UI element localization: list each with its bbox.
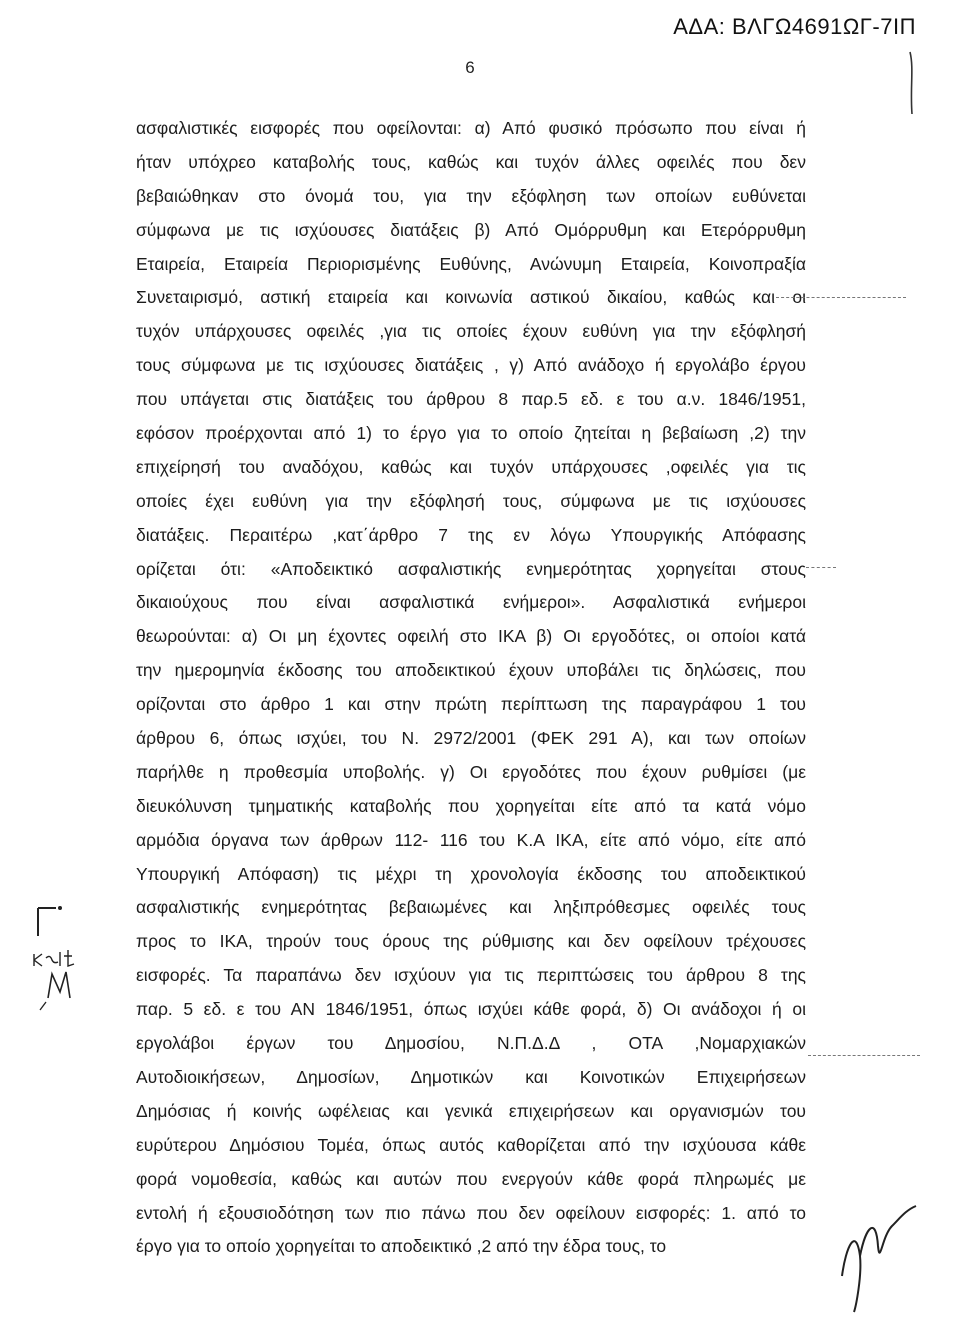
scan-dash-artifact	[806, 567, 836, 569]
text-line: σύμφωνα με τις ισχύουσες διατάξεις β) Από Ομόρρυθμη και Ετερόρρυθμη	[136, 219, 806, 240]
signature	[836, 1196, 926, 1316]
text-line: διατάξεις. Περαιτέρω ,κατ΄άρθρο 7 της εν λόγω Υπουργικής Απόφασης	[136, 524, 806, 545]
text-line: επιχείρησή του αναδόχου, καθώς και τυχόν υπάρχουσες ,οφειλές για τις	[136, 456, 806, 477]
document-body	[136, 112, 806, 1264]
text-line: βεβαιώθηκαν στο όνομά του, για την εξόφληση των οποίων ευθύνεται	[136, 185, 806, 206]
text-line: ήταν υπόχρεο καταβολής τους, καθώς και τυχόν άλλες οφειλές που δεν	[136, 151, 806, 172]
text-line: τους σύμφωνα με τις ισχύουσες διατάξεις , γ) Από ανάδοχο ή εργολάβο έργου	[136, 355, 806, 376]
text-line: ασφαλιστικές εισφορές που οφείλονται: α) Από φυσικό πρόσωπο που είναι ή	[136, 118, 806, 138]
text-line: ασφαλιστικής ενημερότητας βεβαιωμένες και ληξιπρόθεσμες οφειλές τους	[136, 897, 806, 918]
text-line: δικαιούχους που είναι ασφαλιστικά ενήμεροι». Ασφαλιστικά ενήμεροι	[136, 592, 806, 613]
text-line: έργο για το οποίο χορηγείται το αποδεικτικό ,2 από την έδρα τους, το	[136, 1236, 667, 1257]
text-line: την ημερομηνία έκδοσης του αποδεικτικού έχουν υποβάλει τις δηλώσεις, που	[136, 660, 806, 681]
text-line: Υπουργική Απόφαση) τις μέχρι τη χρονολογία έκδοσης του αποδεικτικού	[136, 863, 806, 884]
text-line: θεωρούνται: α) Οι μη έχοντες οφειλή στο ΙΚΑ β) Οι εργοδότες, οι οποίοι κατά	[136, 626, 806, 647]
scan-dash-artifact	[808, 1055, 920, 1057]
page-number: 6	[465, 58, 475, 77]
text-line: προς το ΙΚΑ, τηρούν τους όρους της ρύθμισης και δεν οφείλουν τρέχουσες	[136, 931, 806, 952]
text-line: Συνεταιρισμό, αστική εταιρεία και κοινωνία αστικού δικαίου, καθώς και οι	[136, 287, 806, 308]
scan-dash-artifact	[776, 297, 906, 299]
text-line: εισφορές. Τα παραπάνω δεν ισχύουν για τις περιπτώσεις του άρθρου 8 της	[136, 965, 806, 986]
text-line: φορά νομοθεσία, καθώς και αυτών που ενεργούν κάθε φορά πληρωμές με	[136, 1168, 806, 1189]
text-line: Εταιρεία, Εταιρεία Περιορισμένης Ευθύνης, Ανώνυμη Εταιρεία, Κοινοπραξία	[136, 253, 806, 274]
text-line: εργολάβοι έργων του Δημοσίου, Ν.Π.Δ.Δ , ΟΤΑ ,Νομαρχιακών	[136, 1033, 806, 1054]
text-line: τυχόν υπάρχουσες οφειλές ,για τις οποίες έχουν ευθύνη για την εξόφλησή	[136, 321, 806, 342]
handwritten-margin-note	[30, 902, 100, 1012]
text-line: Δημόσιας ή κοινής ωφέλειας και γενικά επιχειρήσεων και οργανισμών του	[136, 1100, 806, 1121]
text-line: παρήλθε η προθεσμία υποβολής. γ) Οι εργοδότες που έχουν ρυθμίσει (με	[136, 761, 806, 782]
text-line: οποίες έχει ευθύνη για την εξόφλησή τους, σύμφωνα με τις ισχύουσες	[136, 490, 806, 511]
text-line: εντολή ή εξουσιοδότηση των πιο πάνω που δεν οφείλουν εισφορές: 1. από το	[136, 1202, 806, 1223]
ada-code: ΑΔΑ: ΒΛΓΩ4691ΩΓ-7ΙΠ	[673, 14, 916, 39]
text-line: ορίζεται ότι: «Αποδεικτικό ασφαλιστικής ενημερότητας χορηγείται στους	[136, 558, 806, 579]
text-line: ορίζονται στο άρθρο 1 και στην πρώτη περίπτωση της παραγράφου 1 του	[136, 694, 806, 715]
corner-handwriting-mark	[900, 48, 930, 118]
text-line: Αυτοδιοικήσεων, Δημοσίων, Δημοτικών και Κοινοτικών Επιχειρήσεων	[136, 1066, 806, 1087]
text-line: που υπάγεται στις διατάξεις του άρθρου 8 παρ.5 εδ. ε του α.ν. 1846/1951,	[136, 389, 806, 410]
text-line: εφόσον προέρχονται από 1) το έργο για το οποίο ζητείται η βεβαίωση ,2) την	[136, 423, 806, 444]
text-line: διευκόλυνση τμηματικής καταβολής που χορηγείται είτε από τα κατά νόμο	[136, 795, 806, 816]
text-line: αρμόδια όργανα των άρθρων 112- 116 του Κ.Α ΙΚΑ, είτε από νόμο, είτε από	[136, 829, 806, 850]
text-line: παρ. 5 εδ. ε του ΑΝ 1846/1951, όπως ισχύει κάθε φορά, δ) Οι ανάδοχοι ή οι	[136, 999, 806, 1020]
text-line: ευρύτερου Δημόσιου Τομέα, όπως αυτός καθορίζεται από την ισχύουσα κάθε	[136, 1134, 806, 1155]
text-line: άρθρου 6, όπως ισχύει, του Ν. 2972/2001 (ΦΕΚ 291 Α), και των οποίων	[136, 728, 806, 749]
